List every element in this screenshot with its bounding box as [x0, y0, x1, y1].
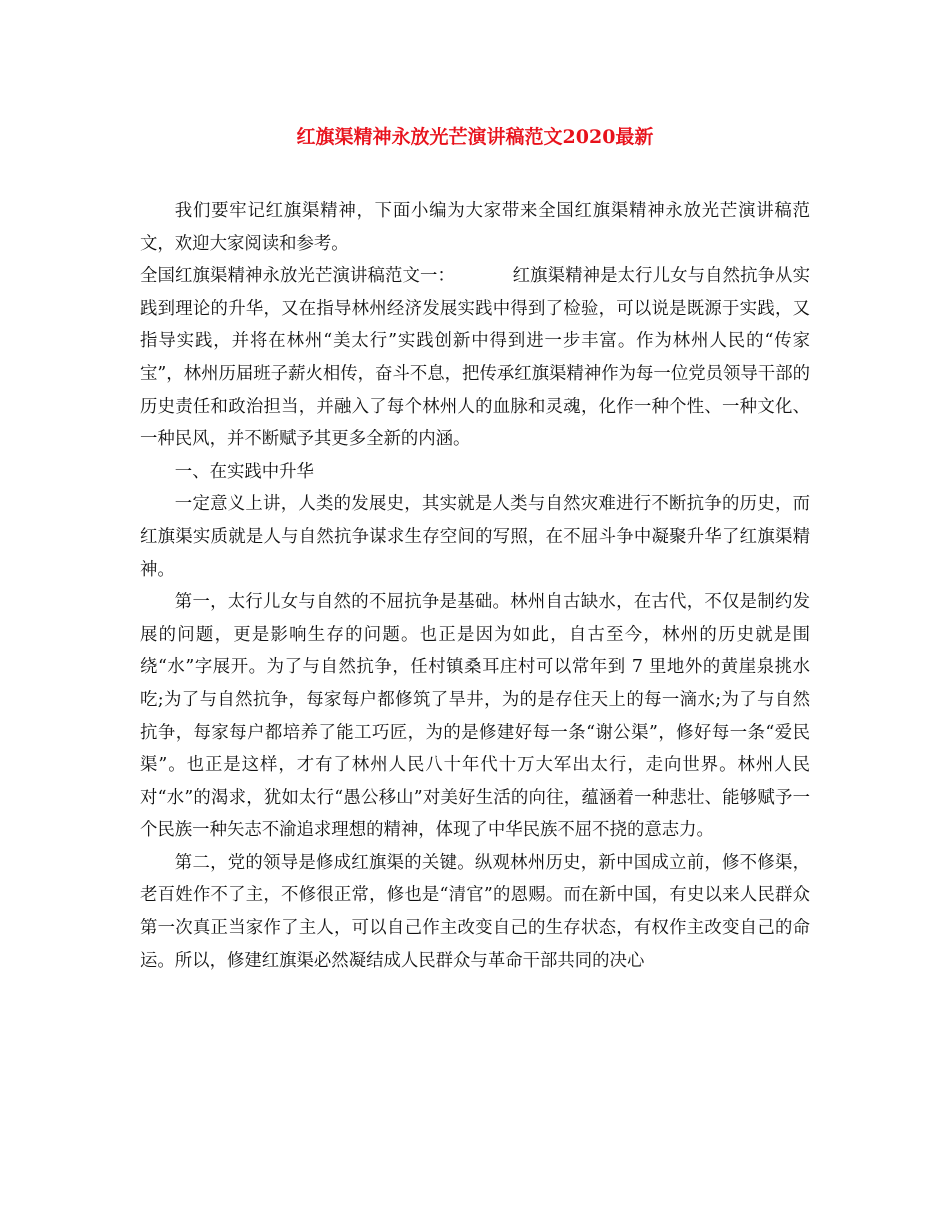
body-paragraph-2: 第一，太行儿女与自然的不屈抗争是基础。林州自古缺水，在古代，不仅是制约发展的问题，更是影响生存的问题。也正是因为如此，自古至今，林州的历史就是围绕“水”字展开。为了与自然抗争，任村镇桑耳庄村可以常年到 7 里地外的黄崖泉挑水吃;为了与自然抗争，每家每户都修筑了旱井，为的是存住天上的每一滴水;为了与自然抗争，每家每户都培养了能工巧匠，为的是修建好每一条“谢公渠”，修好每一条“爱民渠”。也正是这样，才有了林州人民八十年代十万大军出太行，走向世界。林州人民对“水”的渴求，犹如太行“愚公移山”对美好生活的向往，蕴涵着一种悲壮、能够赋予一个民族一种矢志不渝追求理想的精神，体现了中华民族不屈不挠的意志力。 — [140, 592, 810, 841]
subheading: 一、在实践中升华 — [174, 461, 314, 482]
intro-paragraph: 我们要牢记红旗渠精神，下面小编为大家带来全国红旗渠精神永放光芒演讲稿范文，欢迎大家阅读和参考。 — [140, 201, 810, 254]
document-title: 红旗渠精神永放光芒演讲稿范文2020最新 — [296, 126, 654, 148]
body-paragraph-1: 一定意义上讲，人类的发展史，其实就是人类与自然灾难进行不断抗争的历史，而红旗渠实质就是人与自然抗争谋求生存空间的写照，在不屈斗争中凝聚升华了红旗渠精神。 — [140, 494, 810, 580]
section-heading: 全国红旗渠精神永放光芒演讲稿范文一： — [140, 266, 456, 287]
body-paragraph-3: 第二，党的领导是修成红旗渠的关键。纵观林州历史，新中国成立前，修不修渠，老百姓作不了主，不修很正常，修也是“清官”的恩赐。而在新中国，有史以来人民群众第一次真正当家作了主人，可以自己作主改变自己的生存状态，有权作主改变自己的命运。所以，修建红旗渠必然凝结成人民群众与革命干部共同的决心 — [140, 852, 810, 971]
section-paragraph — [140, 260, 810, 456]
document-body — [140, 195, 810, 977]
section-lead-text: 红旗渠精神是太行儿女与自然抗争从实践到理论的升华，又在指导林州经济发展实践中得到了检验，可以说是既源于实践，又指导实践，并将在林州“美太行”实践创新中得到进一步丰富。作为林州人民的“传家宝”，林州历届班子薪火相传，奋斗不息，把传承红旗渠精神作为每一位党员领导干部的历史责任和政治担当，并融入了每个林州人的血脉和灵魂，化作一种个性、一种文化、一种民风，并不断赋予其更多全新的内涵。 — [140, 266, 810, 450]
